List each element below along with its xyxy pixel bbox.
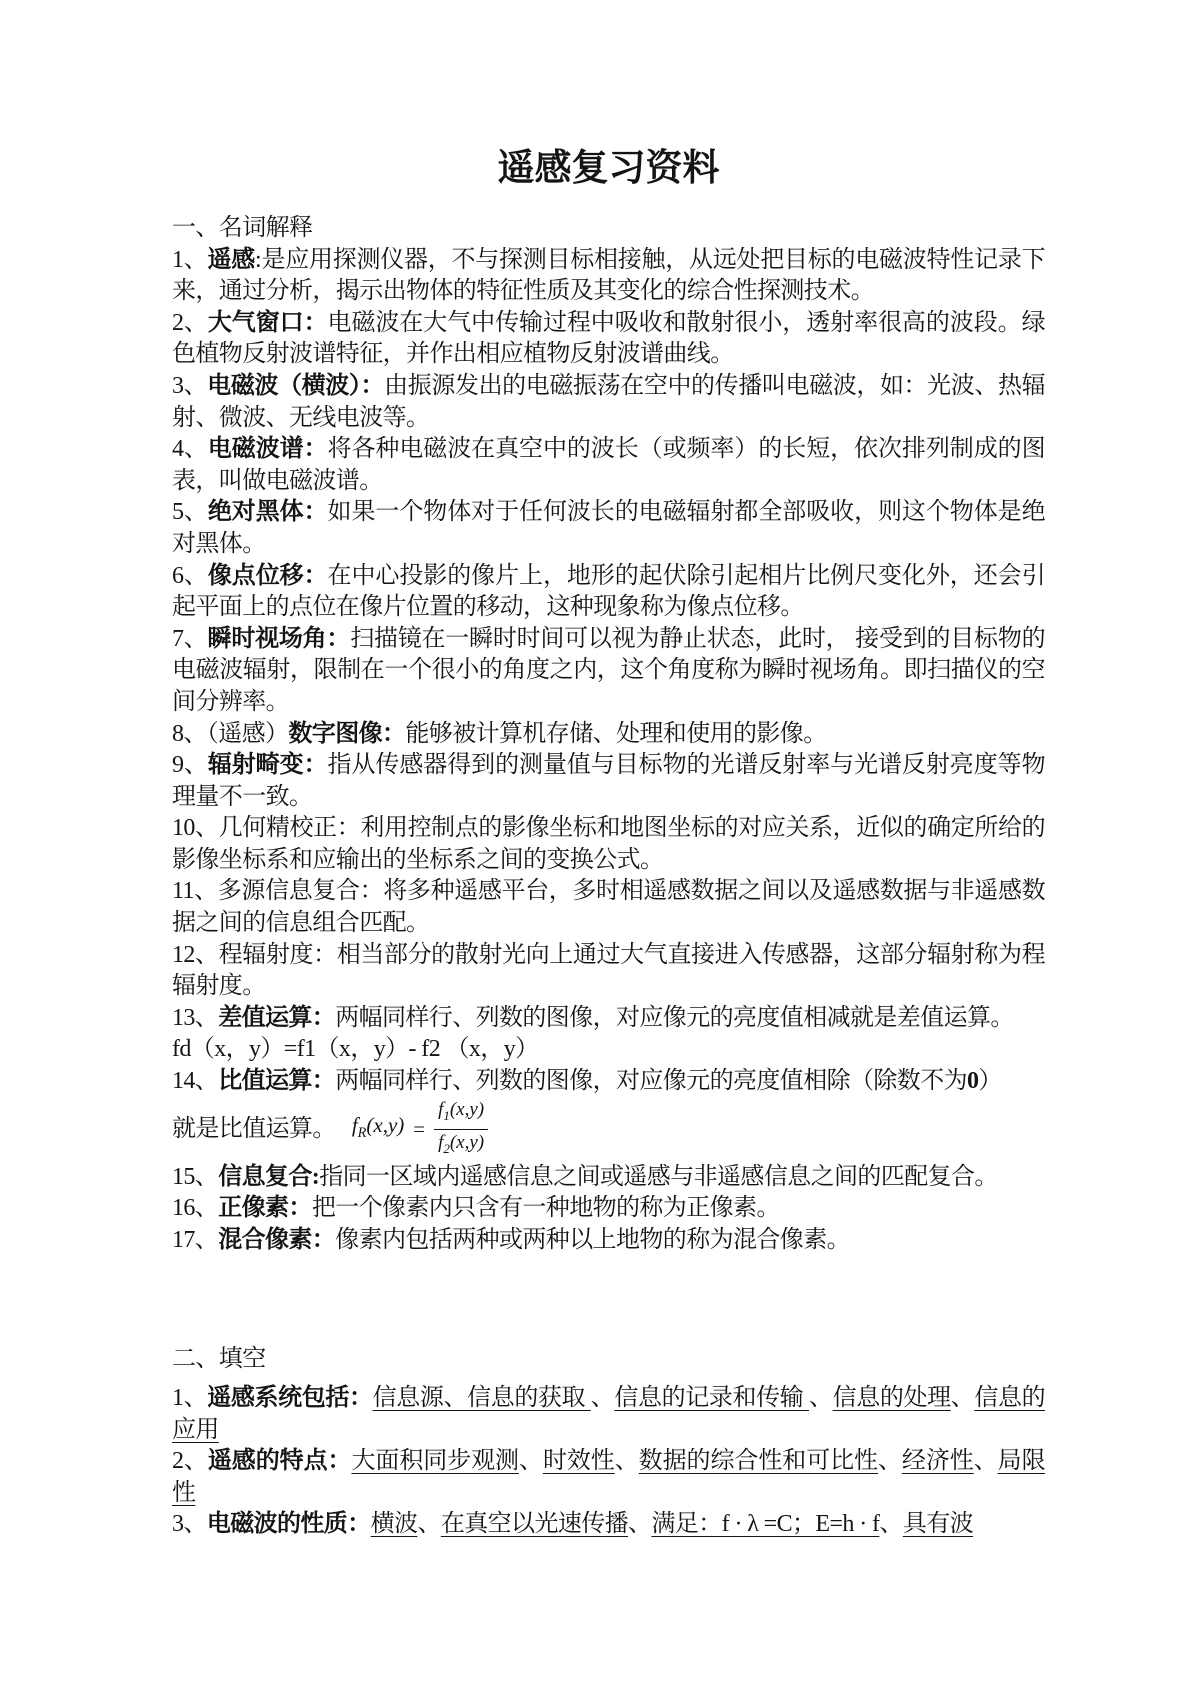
text-run: 1、	[172, 1385, 208, 1411]
text-run: 9、	[172, 752, 208, 779]
text-run: 、	[950, 1385, 975, 1411]
text-run: 3、	[172, 1511, 207, 1538]
blank-answer: 经济性	[901, 1448, 974, 1475]
text-run: 、	[877, 1448, 902, 1475]
text-run: 两幅同样行、列数的图像，对应像元的亮度值相除（除数不为	[335, 1068, 968, 1095]
text-run: 1、	[172, 246, 208, 273]
text-run: 6、	[172, 562, 208, 589]
text-run: 能够被计算机存储、处理和使用的影像。	[405, 720, 827, 747]
text-run: 、	[590, 1385, 615, 1411]
text-run: :是应用探测仪器，不与探测目标相接触，从远处把目标的电磁波特性记录下来，通过分析，揭示出物体的特征性质及其变化的综合性探测技术。	[172, 246, 1045, 305]
section-gap	[172, 1256, 1045, 1344]
blank-answer: 数据的综合性和可比性	[638, 1448, 878, 1475]
definition-1	[172, 245, 1045, 308]
text-run: 13、	[172, 1004, 219, 1031]
definition-9	[172, 750, 1045, 813]
blank-answer: 信息的记录和传输	[614, 1385, 809, 1411]
term-label: 数字图像：	[288, 720, 406, 747]
blank-3	[172, 1509, 1045, 1541]
text-run: ）	[978, 1068, 1002, 1095]
term-label: 电磁波谱：	[207, 436, 328, 463]
text-run: 、	[879, 1511, 903, 1538]
text-run: 、	[417, 1511, 441, 1538]
text-run: 在中心投影的像片上，地形的起伏除引起相片比例尺变化外，还会引起平面上的点位在像片位置的移动，这种现象称为像点位移。	[172, 562, 1046, 621]
definition-4	[172, 434, 1045, 497]
term-label: 绝对黑体：	[207, 499, 328, 526]
definition-6	[172, 561, 1045, 624]
term-label: 遥感	[207, 246, 256, 273]
blank-answer: 信息的应用	[172, 1385, 1045, 1443]
definition-12	[172, 940, 1045, 1003]
definition-5	[172, 497, 1045, 560]
text-run: 指从传感器得到的测量值与目标物的光谱反射率与光谱反射亮度等物理量不一致。	[172, 752, 1046, 810]
document-title: 遥感复习资料	[497, 148, 720, 189]
blank-answer: 具有波	[902, 1511, 974, 1538]
blank-answer: 在真空以光速传播	[440, 1511, 629, 1538]
document-content	[172, 146, 1045, 1541]
definition-11	[172, 876, 1045, 939]
text-run: 把一个像素内只含有一种地物的称为正像素。	[311, 1195, 780, 1222]
term-label: 辐射畸变：	[207, 752, 328, 779]
text-run: 11、多源信息复合：将多种遥感平台，多时相遥感数据之间以及遥感数据与非遥感数据之间的信息组合匹配。	[172, 878, 1045, 937]
blank-answer: 信息源、	[372, 1385, 468, 1411]
text-run: 16、	[172, 1195, 219, 1222]
term-label: 比值运算：	[218, 1068, 336, 1095]
text-run: 10、几何精校正：利用控制点的影像坐标和地图坐标的对应关系，近似的确定所给的影像坐标系和应输出的坐标系之间的变换公式。	[172, 815, 1045, 873]
blank-answer: 时效性	[542, 1448, 615, 1475]
text-run: 5、	[172, 499, 208, 526]
text-run: 一、名词解释	[172, 215, 313, 241]
section-2-heading	[172, 1344, 1045, 1376]
text-run: 二、填空	[172, 1346, 266, 1373]
blank-answer: 满足：f · λ =C；E=h · f	[651, 1511, 880, 1538]
definition-14-formula	[172, 1098, 1045, 1162]
term-label: 遥感系统包括：	[207, 1385, 373, 1411]
text-run: 7、	[172, 625, 208, 652]
definition-3	[172, 371, 1045, 434]
text-run: 、	[519, 1448, 543, 1475]
text-run: 8、（遥感）	[172, 720, 289, 747]
text-run: 17、	[172, 1226, 219, 1253]
definition-13-formula	[172, 1034, 1045, 1066]
term-label: 像点位移：	[207, 562, 328, 589]
text-run: 、	[628, 1511, 652, 1538]
text-run: fd（x，y）=f1（x，y）- f2 （x，y）	[172, 1036, 539, 1063]
text-run: 、	[973, 1448, 998, 1475]
term-label: 差值运算：	[218, 1004, 336, 1031]
text-run: 电磁波在大气中传输过程中吸收和散射很小，透射率很高的波段。绿色植物反射波谱特征，并作出相应植物反射波谱曲线。	[172, 309, 1046, 368]
definition-7	[172, 624, 1045, 719]
blank-1	[172, 1383, 1045, 1446]
text-run: 4、	[172, 436, 208, 463]
term-label: 电磁波（横波）：	[207, 372, 385, 399]
definition-15	[172, 1162, 1045, 1194]
section-1-heading	[172, 213, 1045, 245]
document-body	[172, 213, 1045, 1541]
text-run: 指同一区域内遥感信息之间或遥感与非遥感信息之间的匹配复合。	[319, 1163, 998, 1190]
term-label: 大气窗口：	[207, 309, 328, 336]
ratio-formula: $f_R(x,y)$ = $\frac{f_1(x,y)}{f_2(x,y)}$	[352, 1098, 488, 1161]
blank-answer: 信息的处理	[832, 1385, 951, 1411]
formula-lead-text: 就是比值运算。	[172, 1115, 336, 1142]
term-label: 电磁波的性质：	[206, 1511, 371, 1538]
definition-13	[172, 1003, 1045, 1035]
text-run: 15、	[172, 1163, 219, 1190]
text-run: 扫描镜在一瞬时时间可以视为静止状态，此时， 接受到的目标物的电磁波辐射，限制在一个很小的角度之内，这个角度称为瞬时视场角。即扫描仪的空间分辨率。	[172, 625, 1045, 715]
text-run: 、	[614, 1448, 639, 1475]
definition-14	[172, 1066, 1045, 1098]
text-run: 12、程辐射度：相当部分的散射光向上通过大气直接进入传感器，这部分辐射称为程辐射度。	[172, 941, 1045, 1000]
text-run: 3、	[172, 372, 208, 399]
text-run: 将各种电磁波在真空中的波长（或频率）的长短，依次排列制成的图表，叫做电磁波谱。	[172, 436, 1046, 494]
term-label: 正像素：	[218, 1195, 312, 1222]
definition-17	[172, 1225, 1045, 1257]
text-run: 14、	[172, 1068, 219, 1095]
term-label: 混合像素：	[218, 1226, 336, 1253]
blank-answer: 信息的获取	[467, 1385, 591, 1411]
text-run: 2、	[172, 1448, 208, 1475]
definition-8	[172, 719, 1045, 751]
text-run: 2、	[172, 309, 208, 336]
blank-answer: 横波	[370, 1511, 418, 1538]
blank-2	[172, 1446, 1045, 1509]
blank-answer: 大面积同步观测	[351, 1448, 519, 1475]
term-label: 瞬时视场角：	[207, 625, 351, 652]
definition-10	[172, 813, 1045, 876]
term-label: 遥感的特点：	[207, 1448, 352, 1475]
term-label: 信息复合:	[218, 1163, 320, 1190]
text-run: 、	[809, 1385, 833, 1411]
text-run: 由振源发出的电磁振荡在空中的传播叫电磁波，如：光波、热辐射、微波、无线电波等。	[172, 372, 1046, 431]
text-run: 像素内包括两种或两种以上地物的称为混合像素。	[335, 1226, 851, 1253]
text-run: 如果一个物体对于任何波长的电磁辐射都全部吸收，则这个物体是绝对黑体。	[172, 499, 1046, 557]
definition-16	[172, 1193, 1045, 1225]
blank-answer: 局限性	[172, 1448, 1045, 1506]
definition-2	[172, 308, 1045, 371]
term-label: 0	[967, 1068, 979, 1095]
text-run: 两幅同样行、列数的图像，对应像元的亮度值相减就是差值运算。	[335, 1004, 1014, 1031]
